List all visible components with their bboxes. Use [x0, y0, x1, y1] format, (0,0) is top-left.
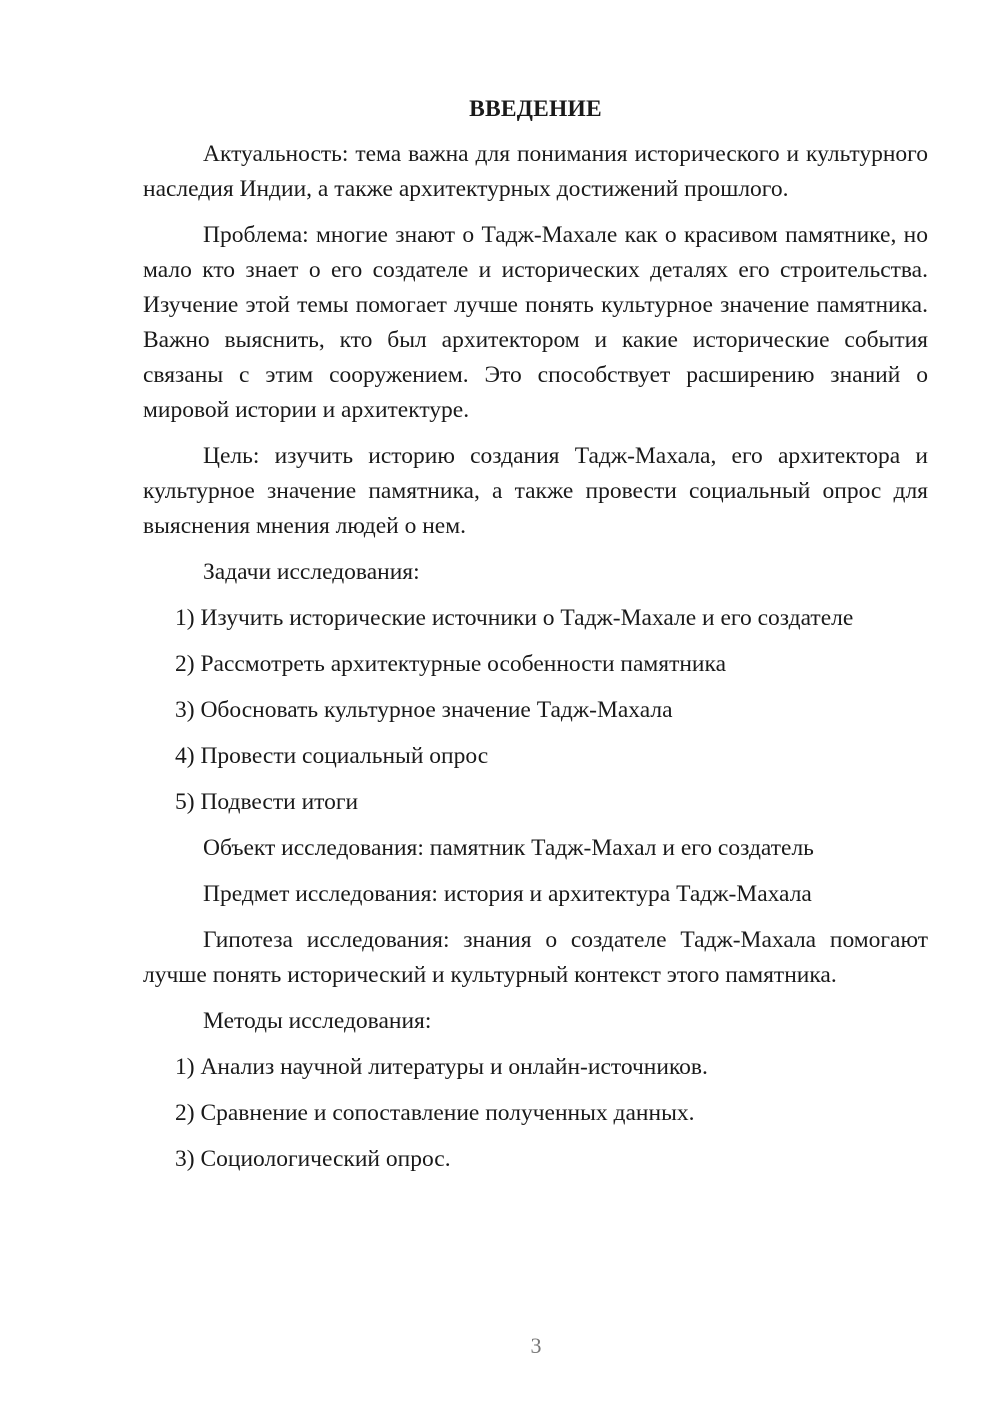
- list-item: 4) Провести социальный опрос: [175, 743, 489, 769]
- page-number: 3: [530, 1333, 542, 1358]
- list-item: 2) Рассмотреть архитектурные особенности памятника: [175, 651, 726, 677]
- list-item: 1) Изучить исторические источники о Тадж-Махале и его создателе: [175, 605, 854, 631]
- section-title: ВВЕДЕНИЕ: [469, 96, 602, 122]
- goal-paragraph: Цель: изучить историю создания Тадж-Махала, его архитектора и культурное значение памятника, а также провести социальный опрос для выяснения мнения людей о нем.: [143, 443, 928, 539]
- subject-line: Предмет исследования: история и архитектура Тадж-Махала: [203, 881, 812, 907]
- list-item: 1) Анализ научной литературы и онлайн-источников.: [175, 1054, 708, 1080]
- methods-heading: Методы исследования:: [203, 1008, 432, 1034]
- list-item: 3) Обосновать культурное значение Тадж-Махала: [175, 697, 673, 723]
- tasks-list: [143, 601, 928, 820]
- tasks-heading: Задачи исследования:: [203, 559, 420, 585]
- list-item: 5) Подвести итоги: [175, 789, 359, 815]
- relevance-paragraph: Актуальность: тема важна для понимания исторического и культурного наследия Индии, а также архитектурных достижений прошлого.: [143, 141, 928, 202]
- problem-paragraph: Проблема: многие знают о Тадж-Махале как о красивом памятнике, но мало кто знает о его создателе и исторических деталях его строительства. Изучение этой темы помогает лучше понять культурное значение памятника. Важно выяснить, кто был архитектором и какие исторические события связаны с этим сооружением. Это способствует расширению знаний о мировой истории и архитектуре.: [143, 222, 928, 423]
- methods-list: [143, 1050, 928, 1177]
- hypothesis-paragraph: Гипотеза исследования: знания о создателе Тадж-Махала помогают лучше понять исторический и культурный контекст этого памятника.: [143, 927, 928, 988]
- page-content: [143, 92, 928, 1188]
- list-item: 2) Сравнение и сопоставление полученных данных.: [175, 1100, 695, 1126]
- object-line: Объект исследования: памятник Тадж-Махал и его создатель: [203, 835, 814, 861]
- list-item: 3) Социологический опрос.: [175, 1146, 451, 1172]
